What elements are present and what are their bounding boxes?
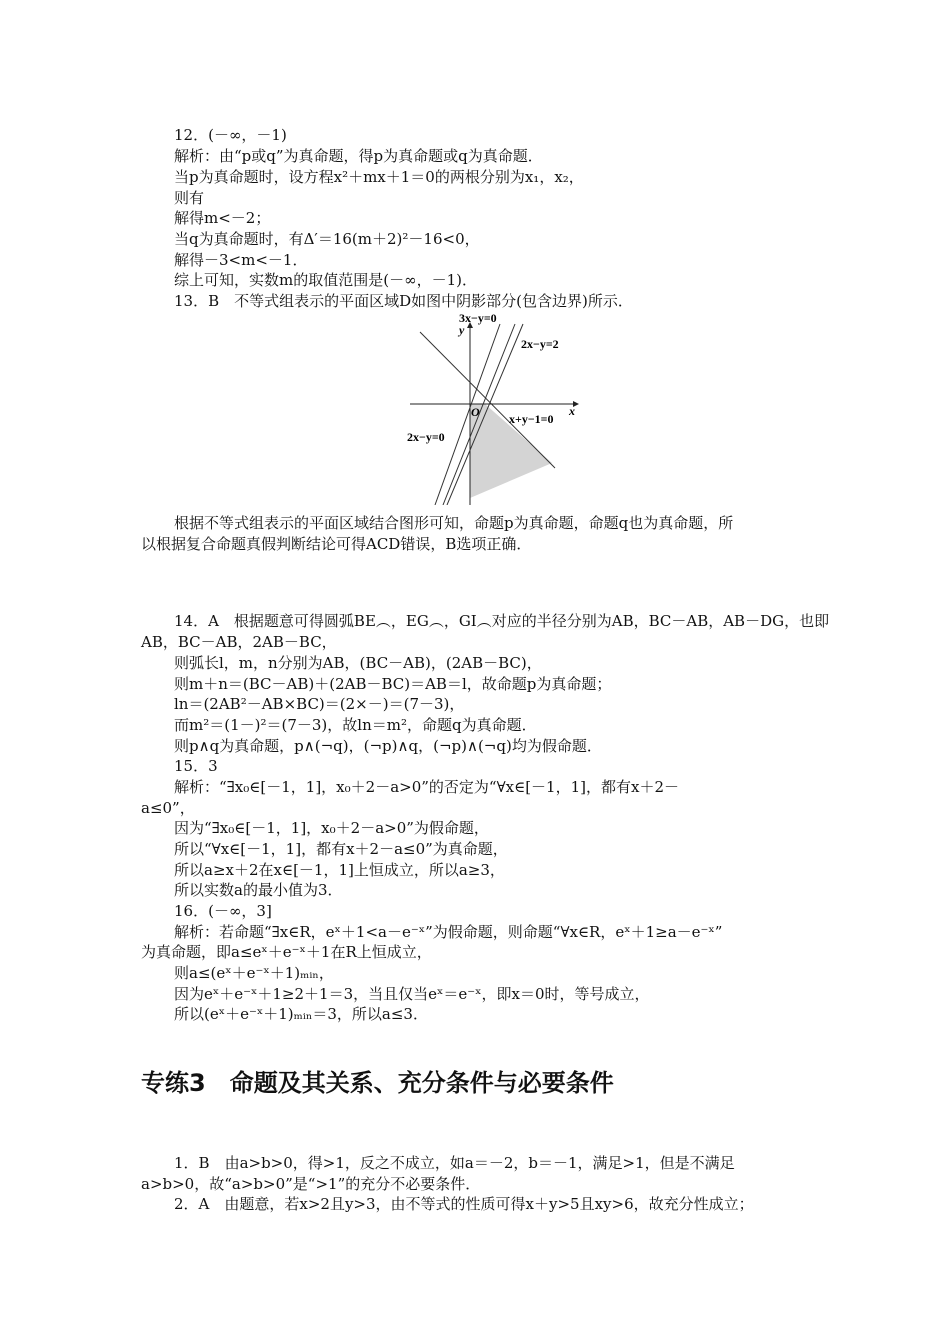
answer-16-analysis: 解析：若命题“∃x∈R，eˣ＋1<a－e⁻ˣ”为假命题，则命题“∀x∈R，eˣ＋1≥a－e⁻ˣ” [174,923,723,941]
answer-15-line: 所以“∀x∈[－1，1]，都有x＋2－a≤0”为真命题， [174,840,508,858]
answer-12-line: 解得－3<m<－1． [174,251,308,269]
answer-15-line: a≤0”， [141,799,195,817]
origin-label: O [471,405,480,419]
answer-s3-1-line: a>b>0，故“a>b>0”是“>1”的充分不必要条件． [141,1175,481,1193]
answer-15-line: 所以a≥x＋2在x∈[－1，1]上恒成立，所以a≥3， [174,861,505,879]
answer-14-line: 则弧长l，m，n分别为AB，(BC－AB)，(2AB－BC)， [174,654,542,672]
label-2x-y-0: 2x−y=0 [407,430,445,444]
answer-12-line: 当p为真命题时，设方程x²＋mx＋1＝0的两根分别为x₁，x₂， [174,168,584,186]
answer-12-header: 12．(－∞，－1) [174,126,287,144]
answer-14-line: 则p∧q为真命题，p∧(¬q)，(¬p)∧q，(¬p)∧(¬q)均为假命题． [174,737,602,755]
answer-15-header: 15．3 [174,757,218,775]
answer-14-line: ln＝(2AB²－AB×BC)＝(2×－)＝(7－3)， [174,695,465,713]
section-title: 专练3 命题及其关系、充分条件与必要条件 [141,1069,614,1097]
answer-14-line: AB，BC－AB，2AB－BC， [141,633,337,651]
answer-13-header: 13．B 不等式组表示的平面区域D如图中阴影部分(包含边界)所示． [174,292,633,310]
answer-16-conclusion: 所以(eˣ＋e⁻ˣ＋1)ₘᵢₙ＝3，所以a≤3． [174,1005,428,1023]
feasible-region-figure [405,310,585,505]
answer-16-line: 因为eˣ＋e⁻ˣ＋1≥2＋1＝3，当且仅当eˣ＝e⁻ˣ，即x＝0时，等号成立， [174,985,650,1003]
answer-16-line: 则a≤(eˣ＋e⁻ˣ＋1)ₘᵢₙ， [174,964,334,982]
label-x-y-1-0: x+y−1=0 [509,412,554,426]
answer-15-conclusion: 所以实数a的最小值为3． [174,881,343,899]
answer-15-line: 因为“∃x₀∈[－1，1]，x₀＋2－a>0”为假命题， [174,819,489,837]
answer-14-header: 14．A 根据题意可得圆弧BE︵，EG︵，GI︵对应的半径分别为AB，BC－AB，AB－DG，也即 [174,612,830,630]
answer-12-line: 则有 [174,189,205,207]
answer-12-line: 当q为真命题时，有Δ′＝16(m＋2)²－16<0， [174,230,480,248]
answer-s3-1-header: 1．B 由a>b>0，得>1，反之不成立，如a＝－2，b＝－1，满足>1，但是不满足 [174,1154,735,1172]
y-axis-label: y [459,323,465,337]
answer-13-explanation: 以根据复合命题真假判断结论可得ACD错误，B选项正确． [141,535,532,553]
answer-14-line: 而m²＝(1－)²＝(7－3)，故ln＝m²，命题q为真命题． [174,716,537,734]
label-2x-y-2: 2x−y=2 [521,337,559,351]
label-3x-y-0: 3x−y=0 [459,311,497,325]
answer-12-conclusion: 综上可知，实数m的取值范围是(－∞，－1)． [174,271,477,289]
answer-12-analysis: 解析：由“p或q”为真命题，得p为真命题或q为真命题． [174,147,543,165]
answer-s3-2-header: 2．A 由题意，若x>2且y>3，由不等式的性质可得x＋y>5且xy>6，故充分性成立； [174,1195,754,1213]
answer-12-line: 解得m<－2； [174,209,271,227]
answer-15-analysis: 解析：“∃x₀∈[－1，1]，x₀＋2－a>0”的否定为“∀x∈[－1，1]，都有x＋2－ [174,778,679,796]
answer-13-explanation: 根据不等式组表示的平面区域结合图形可知，命题p为真命题，命题q也为真命题，所 [174,514,734,532]
answer-16-line: 为真命题，即a≤eˣ＋e⁻ˣ＋1在R上恒成立， [141,943,432,961]
x-axis-label: x [569,404,575,418]
answer-14-line: 则m＋n＝(BC－AB)＋(2AB－BC)＝AB＝l，故命题p为真命题； [174,675,612,693]
answer-16-header: 16．(－∞，3] [174,902,272,920]
